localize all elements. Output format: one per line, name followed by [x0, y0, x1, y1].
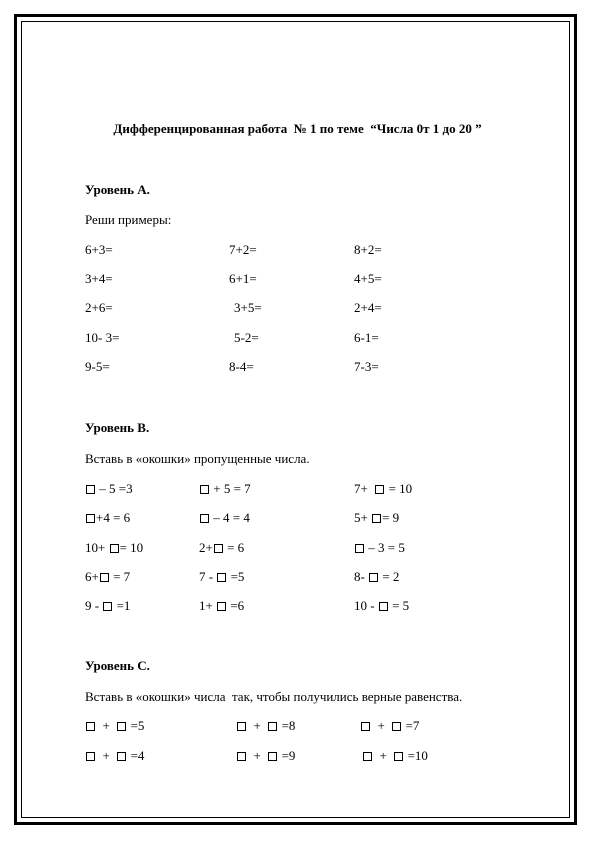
missing-number-item: +4 = 6 [85, 510, 130, 525]
equality-item: + =4 [85, 748, 144, 763]
missing-number-item: – 5 =3 [85, 481, 133, 496]
answer-box[interactable] [214, 544, 223, 553]
answer-box[interactable] [394, 752, 403, 761]
answer-box[interactable] [372, 514, 381, 523]
answer-box[interactable] [117, 752, 126, 761]
answer-box[interactable] [86, 752, 95, 761]
example-item: 8+2= [354, 242, 382, 257]
example-item: 2+4= [354, 300, 382, 315]
answer-box[interactable] [361, 722, 370, 731]
missing-number-item: 10 - = 5 [354, 598, 410, 613]
example-item: 8-4= [229, 359, 254, 374]
equality-item: + =8 [236, 718, 295, 733]
level-b-heading: Уровень В. [85, 420, 150, 435]
answer-box[interactable] [86, 514, 95, 523]
missing-number-item: 9 - =1 [85, 598, 131, 613]
missing-number-item: 8- = 2 [354, 569, 400, 584]
missing-number-item: + 5 = 7 [199, 481, 251, 496]
equality-item: + =7 [360, 718, 419, 733]
example-item: 10- 3= [85, 330, 120, 345]
missing-number-item: 1+ =6 [199, 598, 245, 613]
level-a-heading: Уровень А. [85, 182, 150, 197]
answer-box[interactable] [369, 573, 378, 582]
example-item: 6-1= [354, 330, 379, 345]
answer-box[interactable] [363, 752, 372, 761]
equality-item: + =9 [236, 748, 295, 763]
level-c-instruction: Вставь в «окошки» числа так, чтобы получились верные равенства. [85, 689, 463, 704]
answer-box[interactable] [200, 485, 209, 494]
level-b-instruction: Вставь в «окошки» пропущенные числа. [85, 451, 310, 466]
example-item: 3+4= [85, 271, 113, 286]
answer-box[interactable] [100, 573, 109, 582]
missing-number-item: 2+ = 6 [199, 540, 245, 555]
answer-box[interactable] [86, 485, 95, 494]
answer-box[interactable] [103, 602, 112, 611]
answer-box[interactable] [355, 544, 364, 553]
missing-number-item: 6+ = 7 [85, 569, 131, 584]
example-item: 7-3= [354, 359, 379, 374]
missing-number-item: – 3 = 5 [354, 540, 405, 555]
example-item: 9-5= [85, 359, 110, 374]
answer-box[interactable] [237, 752, 246, 761]
example-item: 6+3= [85, 242, 113, 257]
answer-box[interactable] [110, 544, 119, 553]
equality-item: + =10 [362, 748, 428, 763]
example-item: 5-2= [234, 330, 259, 345]
answer-box[interactable] [217, 573, 226, 582]
level-c-heading: Уровень С. [85, 658, 150, 673]
missing-number-item: 5+ = 9 [354, 510, 400, 525]
example-item: 4+5= [354, 271, 382, 286]
missing-number-item: 7 - =5 [199, 569, 245, 584]
example-item: 3+5= [234, 300, 262, 315]
answer-box[interactable] [237, 722, 246, 731]
answer-box[interactable] [379, 602, 388, 611]
worksheet-title: Дифференцированная работа № 1 по теме “Числа 0т 1 до 20 ” [113, 121, 482, 136]
missing-number-item: – 4 = 4 [199, 510, 250, 525]
answer-box[interactable] [268, 722, 277, 731]
answer-box[interactable] [86, 722, 95, 731]
answer-box[interactable] [117, 722, 126, 731]
answer-box[interactable] [217, 602, 226, 611]
answer-box[interactable] [268, 752, 277, 761]
answer-box[interactable] [392, 722, 401, 731]
example-item: 7+2= [229, 242, 257, 257]
missing-number-item: 7+ = 10 [354, 481, 413, 496]
level-a-instruction: Реши примеры: [85, 212, 172, 227]
answer-box[interactable] [375, 485, 384, 494]
missing-number-item: 10+ = 10 [85, 540, 144, 555]
example-item: 6+1= [229, 271, 257, 286]
example-item: 2+6= [85, 300, 113, 315]
equality-item: + =5 [85, 718, 144, 733]
answer-box[interactable] [200, 514, 209, 523]
